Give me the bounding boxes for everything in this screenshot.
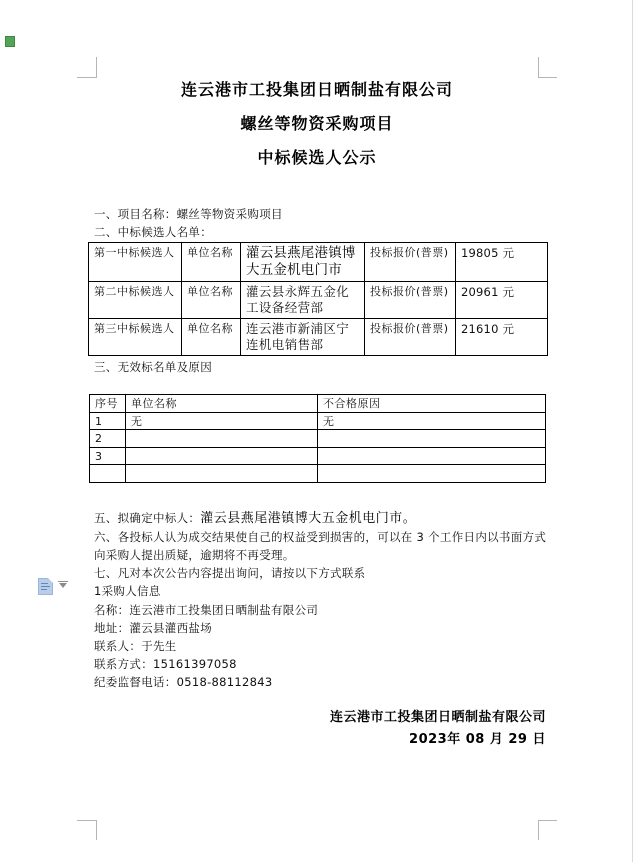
doc-line	[41, 589, 47, 590]
unit-cell	[126, 430, 318, 448]
dropdown-arrow-icon[interactable]	[58, 581, 68, 582]
seq-header-cell: 序号	[90, 395, 126, 413]
candidates-table	[88, 242, 548, 356]
crop-mark-top-left	[96, 57, 97, 77]
section-invalid-heading: 三、无效标名单及原因	[94, 360, 212, 374]
seq-cell: 3	[90, 447, 126, 465]
reason-cell	[318, 430, 546, 448]
reason-cell	[318, 465, 546, 483]
section-project-name: 一、项目名称：螺丝等物资采购项目	[94, 207, 283, 221]
signature-block	[94, 710, 546, 748]
unit-cell	[126, 465, 318, 483]
table-row	[89, 282, 548, 319]
supervision-phone: 纪委监督电话：0518-88112843	[94, 675, 273, 689]
price-value-cell: 19805 元	[456, 243, 548, 282]
seq-cell	[90, 465, 126, 483]
seq-cell: 2	[90, 430, 126, 448]
crop-mark-top-right	[538, 57, 539, 77]
unit-label-cell: 单位名称	[182, 243, 241, 282]
crop-mark-bottom-left	[96, 820, 97, 840]
section-awardee	[94, 509, 547, 528]
unit-cell: 无	[126, 412, 318, 430]
table-row	[90, 412, 546, 430]
crop-mark-bottom-right	[538, 820, 539, 840]
page-fold-corner	[48, 578, 53, 583]
awardee-company: 灌云县燕尾港镇博大五金机电门市。	[200, 511, 417, 526]
buyer-info	[94, 601, 547, 691]
reason-cell	[318, 447, 546, 465]
company-name-cell: 灌云县永辉五金化工设备经营部	[241, 282, 365, 319]
doc-line	[41, 583, 48, 584]
buyer-address: 地址：灌云县灌西盐场	[94, 621, 212, 635]
project-title: 螺丝等物资采购项目	[240, 114, 394, 133]
candidate-rank-cell: 第二中标候选人	[89, 282, 182, 319]
reason-header-cell: 不合格原因	[318, 395, 546, 413]
company-name-cell: 连云港市新浦区宁连机电销售部	[241, 319, 365, 356]
table-row	[90, 465, 546, 483]
signature-company: 连云港市工投集团日晒制盐有限公司	[329, 710, 546, 725]
awardee-prefix: 五、拟确定中标人：	[94, 511, 201, 525]
invalid-bids-table	[89, 394, 546, 483]
announcement-title: 中标候选人公示	[257, 148, 377, 167]
unit-label-cell: 单位名称	[182, 319, 241, 356]
paste-options-icon[interactable]	[38, 578, 53, 595]
table-row	[89, 243, 548, 282]
crop-mark-bottom-right	[538, 820, 557, 821]
unit-label-cell: 单位名称	[182, 282, 241, 319]
section-inquiry: 七、凡对本次公告内容提出询问，请按以下方式联系	[94, 566, 366, 580]
crop-mark-top-right	[538, 77, 557, 78]
crop-mark-top-left	[77, 77, 97, 78]
buyer-contact-person: 联系人：于先生	[94, 639, 177, 653]
candidate-rank-cell: 第一中标候选人	[89, 243, 182, 282]
company-name-cell: 灌云县燕尾港镇博大五金机电门市	[241, 243, 365, 282]
reason-cell: 无	[318, 412, 546, 430]
lower-text-block	[94, 509, 547, 691]
price-label-cell: 投标报价(普票)	[365, 319, 456, 356]
table-row	[89, 319, 548, 356]
seq-cell: 1	[90, 412, 126, 430]
table-row	[90, 447, 546, 465]
section-candidates-heading: 二、中标候选人名单：	[94, 225, 212, 239]
unit-header-cell: 单位名称	[126, 395, 318, 413]
dropdown-arrow-icon[interactable]	[59, 583, 67, 588]
unit-cell	[126, 447, 318, 465]
document-header	[96, 82, 538, 166]
table-header-row	[90, 395, 546, 413]
buyer-contact-phone: 联系方式：15161397058	[94, 657, 237, 671]
signature-date: 2023年 08 月 29 日	[409, 732, 546, 747]
doc-line	[41, 586, 50, 587]
price-label-cell: 投标报价(普票)	[365, 282, 456, 319]
green-square-icon	[5, 36, 15, 47]
price-label-cell: 投标报价(普票)	[365, 243, 456, 282]
price-value-cell: 20961 元	[456, 282, 548, 319]
section-objection: 六、各投标人认为成交结果使自己的权益受到损害的，可以在 3 个工作日内以书面方式向采购人提出质疑，逾期将不再受理。	[94, 530, 547, 562]
candidate-rank-cell: 第三中标候选人	[89, 319, 182, 356]
company-title: 连云港市工投集团日晒制盐有限公司	[180, 80, 453, 99]
price-value-cell: 21610 元	[456, 319, 548, 356]
buyer-name: 名称：连云港市工投集团日晒制盐有限公司	[94, 603, 319, 617]
page-right-edge	[632, 0, 633, 862]
buyer-info-heading: 1采购人信息	[94, 584, 161, 598]
table-row	[90, 430, 546, 448]
crop-mark-bottom-left	[77, 820, 97, 821]
